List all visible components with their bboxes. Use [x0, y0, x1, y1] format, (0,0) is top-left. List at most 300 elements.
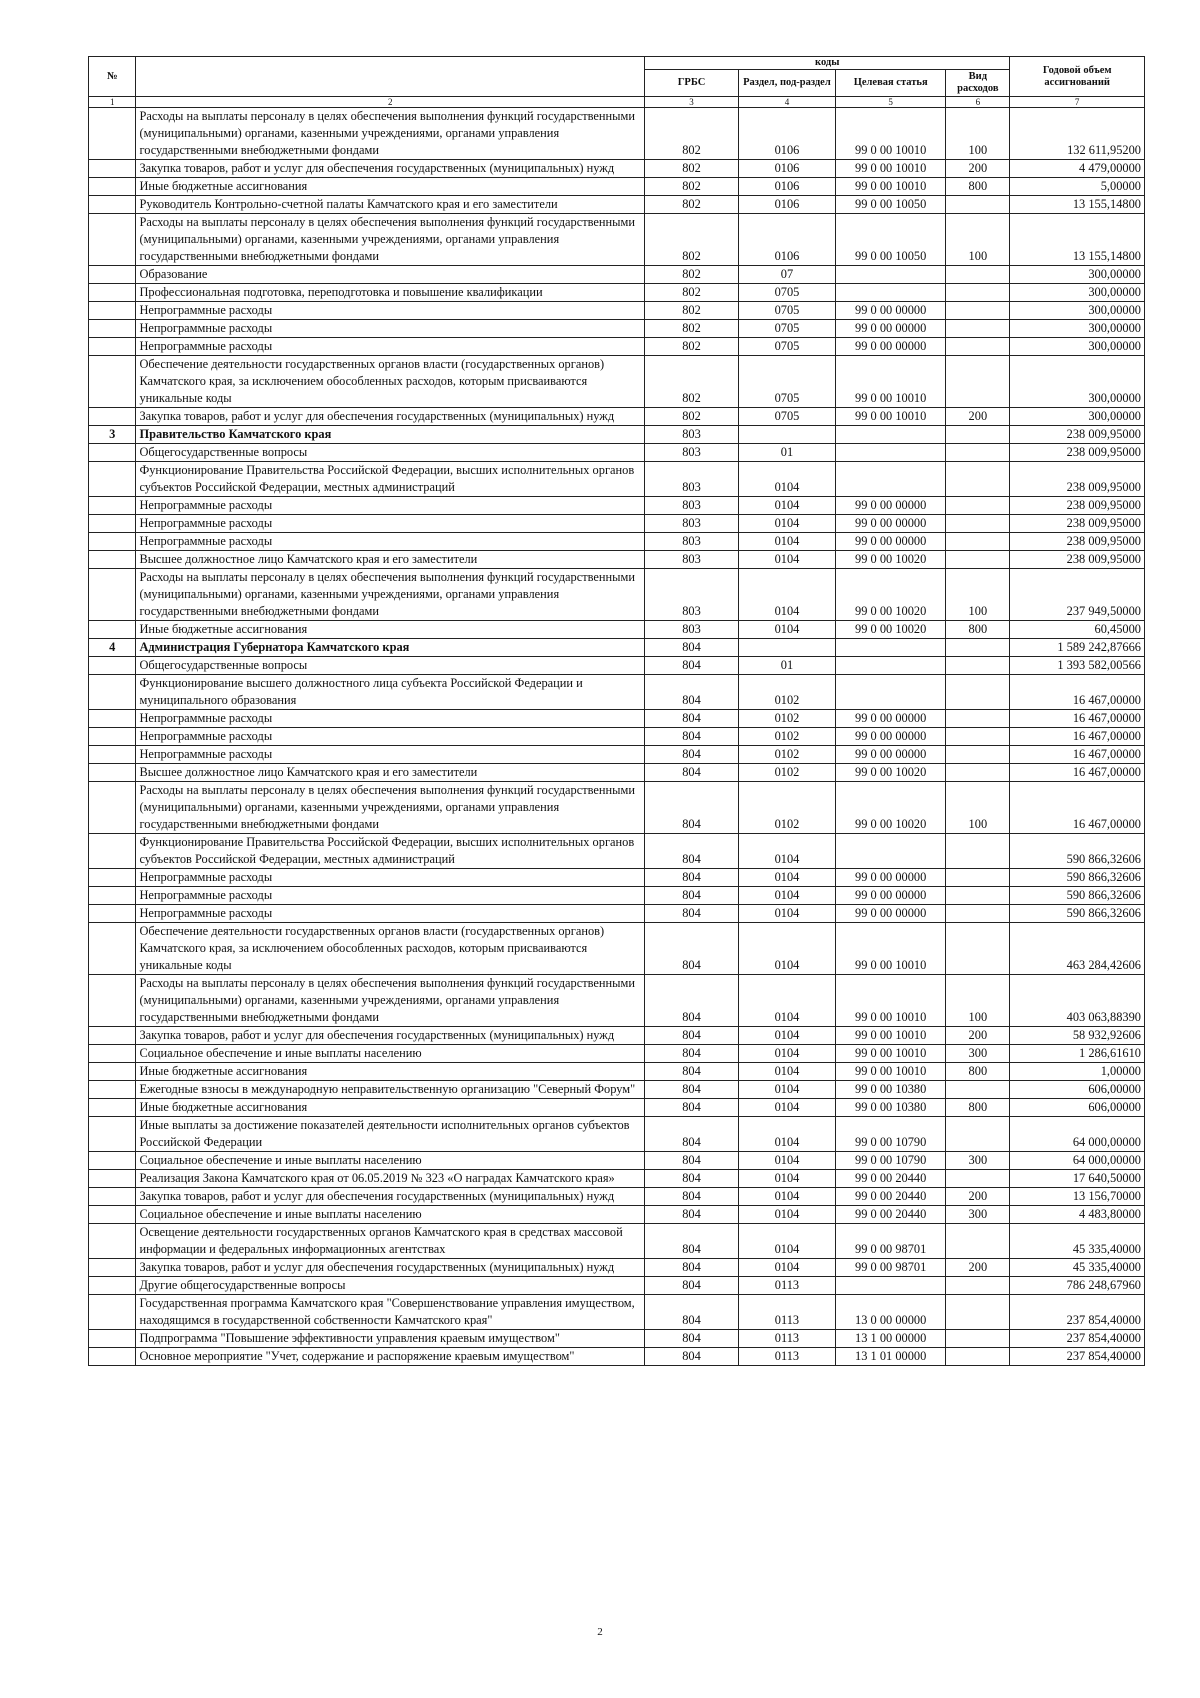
grbs-code: 804: [645, 764, 739, 782]
section-code: 0102: [738, 782, 835, 834]
expense-type: [946, 834, 1010, 869]
section-code: 0104: [738, 1188, 835, 1206]
target-article: 99 0 00 00000: [836, 497, 946, 515]
target-article: [836, 266, 946, 284]
row-number: [89, 160, 136, 178]
grbs-code: 804: [645, 834, 739, 869]
expense-type: [946, 905, 1010, 923]
expense-type: 800: [946, 1099, 1010, 1117]
expense-name: Социальное обеспечение и иные выплаты населению: [136, 1152, 645, 1170]
table-row: [89, 746, 1145, 764]
grbs-code: 804: [645, 1045, 739, 1063]
annual-amount: 590 866,32606: [1010, 887, 1145, 905]
expense-type: [946, 764, 1010, 782]
expense-name: Расходы на выплаты персоналу в целях обеспечения выполнения функций государственными (муниципальными) органами, казенными учреждениями, органами управления государственными внебюджетными фондами: [136, 782, 645, 834]
table-row: [89, 1152, 1145, 1170]
target-article: 99 0 00 10790: [836, 1117, 946, 1152]
grbs-code: 802: [645, 408, 739, 426]
annual-amount: 13 156,70000: [1010, 1188, 1145, 1206]
table-row: [89, 533, 1145, 551]
header-index-row: [89, 97, 1145, 108]
expense-name: Ежегодные взносы в международную неправительственную организацию "Северный Форум": [136, 1081, 645, 1099]
grbs-code: 804: [645, 887, 739, 905]
column-index: 6: [946, 97, 1010, 108]
target-article: 99 0 00 20440: [836, 1170, 946, 1188]
row-number: [89, 1027, 136, 1045]
annual-amount: 17 640,50000: [1010, 1170, 1145, 1188]
row-number: [89, 887, 136, 905]
table-row: [89, 675, 1145, 710]
table-row: [89, 869, 1145, 887]
grbs-code: 804: [645, 975, 739, 1027]
table-row: [89, 621, 1145, 639]
table-row: [89, 728, 1145, 746]
expense-type: [946, 675, 1010, 710]
row-number: [89, 196, 136, 214]
grbs-code: 804: [645, 1170, 739, 1188]
expense-name: Иные бюджетные ассигнования: [136, 621, 645, 639]
grbs-code: 804: [645, 1295, 739, 1330]
expense-type: 100: [946, 214, 1010, 266]
header-section: Раздел, под-раздел: [738, 70, 835, 97]
annual-amount: 132 611,95200: [1010, 108, 1145, 160]
grbs-code: 803: [645, 462, 739, 497]
row-number: [89, 657, 136, 675]
annual-amount: 237 854,40000: [1010, 1295, 1145, 1330]
target-article: 99 0 00 10020: [836, 569, 946, 621]
expense-name: Непрограммные расходы: [136, 887, 645, 905]
grbs-code: 803: [645, 621, 739, 639]
table-row: [89, 923, 1145, 975]
expense-name: Непрограммные расходы: [136, 533, 645, 551]
expense-name: Непрограммные расходы: [136, 710, 645, 728]
expense-name: Непрограммные расходы: [136, 746, 645, 764]
expense-name: Закупка товаров, работ и услуг для обеспечения государственных (муниципальных) нужд: [136, 160, 645, 178]
grbs-code: 802: [645, 320, 739, 338]
expense-type: [946, 462, 1010, 497]
header-target: Целевая статья: [836, 70, 946, 97]
target-article: [836, 639, 946, 657]
section-code: 0104: [738, 1117, 835, 1152]
section-code: 0104: [738, 1099, 835, 1117]
grbs-code: 802: [645, 108, 739, 160]
section-code: 0705: [738, 302, 835, 320]
section-code: 0104: [738, 497, 835, 515]
expense-type: 200: [946, 1027, 1010, 1045]
grbs-code: 804: [645, 639, 739, 657]
expense-type: 300: [946, 1206, 1010, 1224]
section-code: 0104: [738, 533, 835, 551]
row-number: [89, 178, 136, 196]
annual-amount: 463 284,42606: [1010, 923, 1145, 975]
row-number: [89, 1330, 136, 1348]
annual-amount: 16 467,00000: [1010, 675, 1145, 710]
annual-amount: 606,00000: [1010, 1099, 1145, 1117]
grbs-code: 804: [645, 1277, 739, 1295]
grbs-code: 804: [645, 710, 739, 728]
expense-type: [946, 266, 1010, 284]
expense-type: [946, 444, 1010, 462]
table-row: [89, 178, 1145, 196]
expense-name: Расходы на выплаты персоналу в целях обеспечения выполнения функций государственными (муниципальными) органами, казенными учреждениями, органами управления государственными внебюджетными фондами: [136, 214, 645, 266]
section-code: 0705: [738, 356, 835, 408]
table-row: [89, 1027, 1145, 1045]
row-number: [89, 675, 136, 710]
row-number: [89, 302, 136, 320]
expense-type: [946, 869, 1010, 887]
row-number: [89, 1259, 136, 1277]
annual-amount: 238 009,95000: [1010, 515, 1145, 533]
expense-name: Закупка товаров, работ и услуг для обеспечения государственных (муниципальных) нужд: [136, 1027, 645, 1045]
expense-name: Непрограммные расходы: [136, 869, 645, 887]
grbs-code: 802: [645, 338, 739, 356]
grbs-code: 804: [645, 1330, 739, 1348]
section-code: [738, 639, 835, 657]
expense-type: [946, 1295, 1010, 1330]
annual-amount: 786 248,67960: [1010, 1277, 1145, 1295]
expense-name: Расходы на выплаты персоналу в целях обеспечения выполнения функций государственными (муниципальными) органами, казенными учреждениями, органами управления государственными внебюджетными фондами: [136, 108, 645, 160]
section-code: 0106: [738, 178, 835, 196]
table-row: [89, 444, 1145, 462]
expense-type: [946, 302, 1010, 320]
target-article: [836, 284, 946, 302]
row-number: [89, 1063, 136, 1081]
row-number: [89, 621, 136, 639]
target-article: 99 0 00 00000: [836, 710, 946, 728]
target-article: 99 0 00 10010: [836, 356, 946, 408]
annual-amount: 13 155,14800: [1010, 214, 1145, 266]
row-number: [89, 108, 136, 160]
annual-amount: 1 393 582,00566: [1010, 657, 1145, 675]
expense-type: [946, 887, 1010, 905]
expense-name: Образование: [136, 266, 645, 284]
table-row: [89, 834, 1145, 869]
section-code: 0113: [738, 1277, 835, 1295]
annual-amount: 1,00000: [1010, 1063, 1145, 1081]
expense-name: Непрограммные расходы: [136, 320, 645, 338]
target-article: 99 0 00 10010: [836, 408, 946, 426]
section-code: 01: [738, 657, 835, 675]
section-code: 0104: [738, 923, 835, 975]
row-number: [89, 533, 136, 551]
row-number: [89, 551, 136, 569]
row-number: [89, 284, 136, 302]
annual-amount: 16 467,00000: [1010, 710, 1145, 728]
annual-amount: 1 286,61610: [1010, 1045, 1145, 1063]
expense-name: Иные бюджетные ассигнования: [136, 178, 645, 196]
row-number: [89, 1099, 136, 1117]
expense-type: [946, 426, 1010, 444]
table-row: [89, 1206, 1145, 1224]
section-code: 0104: [738, 515, 835, 533]
row-number: [89, 320, 136, 338]
section-code: 0104: [738, 569, 835, 621]
table-row: [89, 1348, 1145, 1366]
grbs-code: 802: [645, 214, 739, 266]
grbs-code: 804: [645, 728, 739, 746]
grbs-code: 804: [645, 1027, 739, 1045]
annual-amount: 237 854,40000: [1010, 1330, 1145, 1348]
grbs-code: 802: [645, 196, 739, 214]
table-row: [89, 710, 1145, 728]
section-code: 0104: [738, 1081, 835, 1099]
expense-type: [946, 284, 1010, 302]
table-body: [89, 108, 1145, 1366]
expense-name: Социальное обеспечение и иные выплаты населению: [136, 1045, 645, 1063]
target-article: 99 0 00 10020: [836, 764, 946, 782]
section-code: 0104: [738, 1259, 835, 1277]
expense-type: [946, 356, 1010, 408]
header-volume: Годовой объем ассигнований: [1010, 57, 1145, 97]
section-code: 0104: [738, 1063, 835, 1081]
expense-name: Иные бюджетные ассигнования: [136, 1063, 645, 1081]
expense-name: Закупка товаров, работ и услуг для обеспечения государственных (муниципальных) нужд: [136, 1259, 645, 1277]
section-code: 0106: [738, 108, 835, 160]
annual-amount: 300,00000: [1010, 284, 1145, 302]
table-row: [89, 1117, 1145, 1152]
row-number: [89, 1081, 136, 1099]
row-number: [89, 834, 136, 869]
expense-type: [946, 657, 1010, 675]
annual-amount: 16 467,00000: [1010, 746, 1145, 764]
expense-type: 100: [946, 108, 1010, 160]
expense-type: [946, 1170, 1010, 1188]
grbs-code: 804: [645, 657, 739, 675]
annual-amount: 238 009,95000: [1010, 426, 1145, 444]
annual-amount: 590 866,32606: [1010, 905, 1145, 923]
annual-amount: 16 467,00000: [1010, 728, 1145, 746]
table-row: [89, 1224, 1145, 1259]
target-article: 99 0 00 00000: [836, 515, 946, 533]
expense-name: Правительство Камчатского края: [136, 426, 645, 444]
table-row: [89, 1170, 1145, 1188]
target-article: [836, 426, 946, 444]
target-article: 99 0 00 10010: [836, 1063, 946, 1081]
section-code: 0102: [738, 764, 835, 782]
target-article: 99 0 00 00000: [836, 338, 946, 356]
header-codes: коды: [645, 57, 1010, 70]
section-code: 0104: [738, 1045, 835, 1063]
expense-name: Общегосударственные вопросы: [136, 657, 645, 675]
section-code: 0102: [738, 746, 835, 764]
expense-name: Непрограммные расходы: [136, 302, 645, 320]
table-row: [89, 887, 1145, 905]
target-article: 99 0 00 00000: [836, 320, 946, 338]
page-number: 2: [597, 1626, 603, 1638]
target-article: 99 0 00 10010: [836, 178, 946, 196]
budget-table: [88, 56, 1145, 1366]
annual-amount: 403 063,88390: [1010, 975, 1145, 1027]
table-row: [89, 905, 1145, 923]
expense-name: Подпрограмма "Повышение эффективности управления краевым имуществом": [136, 1330, 645, 1348]
section-code: 0104: [738, 551, 835, 569]
annual-amount: 590 866,32606: [1010, 834, 1145, 869]
table-row: [89, 569, 1145, 621]
row-number: [89, 1277, 136, 1295]
annual-amount: 45 335,40000: [1010, 1259, 1145, 1277]
expense-name: Функционирование высшего должностного лица субъекта Российской Федерации и муниципального образования: [136, 675, 645, 710]
row-number: [89, 1117, 136, 1152]
annual-amount: 4 479,00000: [1010, 160, 1145, 178]
grbs-code: 804: [645, 1117, 739, 1152]
annual-amount: 237 854,40000: [1010, 1348, 1145, 1366]
section-code: 0705: [738, 320, 835, 338]
table-row: [89, 1295, 1145, 1330]
target-article: 99 0 00 10020: [836, 782, 946, 834]
table-row: [89, 551, 1145, 569]
row-number: [89, 515, 136, 533]
annual-amount: 1 589 242,87666: [1010, 639, 1145, 657]
expense-type: 800: [946, 621, 1010, 639]
target-article: [836, 675, 946, 710]
row-number: [89, 764, 136, 782]
section-code: 0104: [738, 887, 835, 905]
table-row: [89, 408, 1145, 426]
expense-type: 200: [946, 160, 1010, 178]
expense-name: Администрация Губернатора Камчатского края: [136, 639, 645, 657]
grbs-code: 803: [645, 497, 739, 515]
table-row: [89, 782, 1145, 834]
target-article: 99 0 00 10020: [836, 551, 946, 569]
table-row: [89, 764, 1145, 782]
target-article: 99 0 00 00000: [836, 887, 946, 905]
section-code: 0104: [738, 975, 835, 1027]
row-number: [89, 975, 136, 1027]
grbs-code: 802: [645, 356, 739, 408]
target-article: 13 1 00 00000: [836, 1330, 946, 1348]
target-article: [836, 657, 946, 675]
section-code: 0102: [738, 728, 835, 746]
table-row: [89, 302, 1145, 320]
target-article: 99 0 00 10010: [836, 1045, 946, 1063]
grbs-code: 802: [645, 160, 739, 178]
target-article: 99 0 00 10050: [836, 196, 946, 214]
grbs-code: 804: [645, 1152, 739, 1170]
grbs-code: 804: [645, 1081, 739, 1099]
section-code: 07: [738, 266, 835, 284]
section-code: 0104: [738, 1027, 835, 1045]
expense-name: Закупка товаров, работ и услуг для обеспечения государственных (муниципальных) нужд: [136, 1188, 645, 1206]
expense-type: [946, 1117, 1010, 1152]
row-number: [89, 444, 136, 462]
table-row: [89, 284, 1145, 302]
row-number: [89, 782, 136, 834]
row-number: [89, 338, 136, 356]
target-article: 99 0 00 10380: [836, 1081, 946, 1099]
section-code: 0113: [738, 1295, 835, 1330]
annual-amount: 13 155,14800: [1010, 196, 1145, 214]
expense-name: Непрограммные расходы: [136, 497, 645, 515]
row-number: [89, 746, 136, 764]
table-row: [89, 515, 1145, 533]
annual-amount: 60,45000: [1010, 621, 1145, 639]
section-code: 0106: [738, 214, 835, 266]
table-row: [89, 426, 1145, 444]
annual-amount: 5,00000: [1010, 178, 1145, 196]
expense-type: [946, 551, 1010, 569]
section-code: 0104: [738, 869, 835, 887]
grbs-code: 802: [645, 302, 739, 320]
expense-name: Непрограммные расходы: [136, 338, 645, 356]
row-number: [89, 1152, 136, 1170]
expense-name: Функционирование Правительства Российской Федерации, высших исполнительных органов субъектов Российской Федерации, местных администраций: [136, 462, 645, 497]
annual-amount: 300,00000: [1010, 408, 1145, 426]
grbs-code: 803: [645, 533, 739, 551]
section-code: 0102: [738, 710, 835, 728]
section-code: 0104: [738, 1206, 835, 1224]
row-number: [89, 1045, 136, 1063]
expense-type: 100: [946, 569, 1010, 621]
expense-name: Иные бюджетные ассигнования: [136, 1099, 645, 1117]
annual-amount: 300,00000: [1010, 338, 1145, 356]
expense-type: [946, 746, 1010, 764]
target-article: [836, 444, 946, 462]
annual-amount: 4 483,80000: [1010, 1206, 1145, 1224]
expense-name: Основное мероприятие "Учет, содержание и распоряжение краевым имуществом": [136, 1348, 645, 1366]
table-row: [89, 1081, 1145, 1099]
grbs-code: 804: [645, 1099, 739, 1117]
annual-amount: 300,00000: [1010, 266, 1145, 284]
section-code: 0104: [738, 462, 835, 497]
grbs-code: 804: [645, 1063, 739, 1081]
section-code: 0102: [738, 675, 835, 710]
row-number: [89, 408, 136, 426]
expense-type: [946, 1224, 1010, 1259]
expense-name: Реализация Закона Камчатского края от 06.05.2019 № 323 «О наградах Камчатского края»: [136, 1170, 645, 1188]
header-name: [136, 57, 645, 97]
expense-type: [946, 639, 1010, 657]
row-number: 3: [89, 426, 136, 444]
table-row: [89, 338, 1145, 356]
section-code: 0104: [738, 905, 835, 923]
section-code: 0106: [738, 160, 835, 178]
target-article: 99 0 00 00000: [836, 746, 946, 764]
annual-amount: 16 467,00000: [1010, 764, 1145, 782]
target-article: 99 0 00 00000: [836, 905, 946, 923]
table-row: [89, 462, 1145, 497]
target-article: 99 0 00 10010: [836, 975, 946, 1027]
expense-name: Общегосударственные вопросы: [136, 444, 645, 462]
column-index: 2: [136, 97, 645, 108]
table-row: [89, 320, 1145, 338]
expense-type: 100: [946, 782, 1010, 834]
expense-type: 200: [946, 408, 1010, 426]
expense-type: [946, 728, 1010, 746]
target-article: 99 0 00 10010: [836, 160, 946, 178]
row-number: [89, 728, 136, 746]
expense-type: 300: [946, 1152, 1010, 1170]
expense-name: Непрограммные расходы: [136, 515, 645, 533]
grbs-code: 803: [645, 515, 739, 533]
grbs-code: 802: [645, 284, 739, 302]
row-number: [89, 356, 136, 408]
section-code: [738, 426, 835, 444]
expense-name: Социальное обеспечение и иные выплаты населению: [136, 1206, 645, 1224]
table-row: [89, 160, 1145, 178]
section-code: 0104: [738, 621, 835, 639]
expense-type: [946, 710, 1010, 728]
target-article: 99 0 00 10010: [836, 1027, 946, 1045]
section-code: 0113: [738, 1330, 835, 1348]
expense-type: [946, 1348, 1010, 1366]
section-code: 0104: [738, 1152, 835, 1170]
table-row: [89, 1188, 1145, 1206]
target-article: 13 1 01 00000: [836, 1348, 946, 1366]
table-row: [89, 1330, 1145, 1348]
annual-amount: 16 467,00000: [1010, 782, 1145, 834]
grbs-code: 802: [645, 266, 739, 284]
expense-name: Другие общегосударственные вопросы: [136, 1277, 645, 1295]
